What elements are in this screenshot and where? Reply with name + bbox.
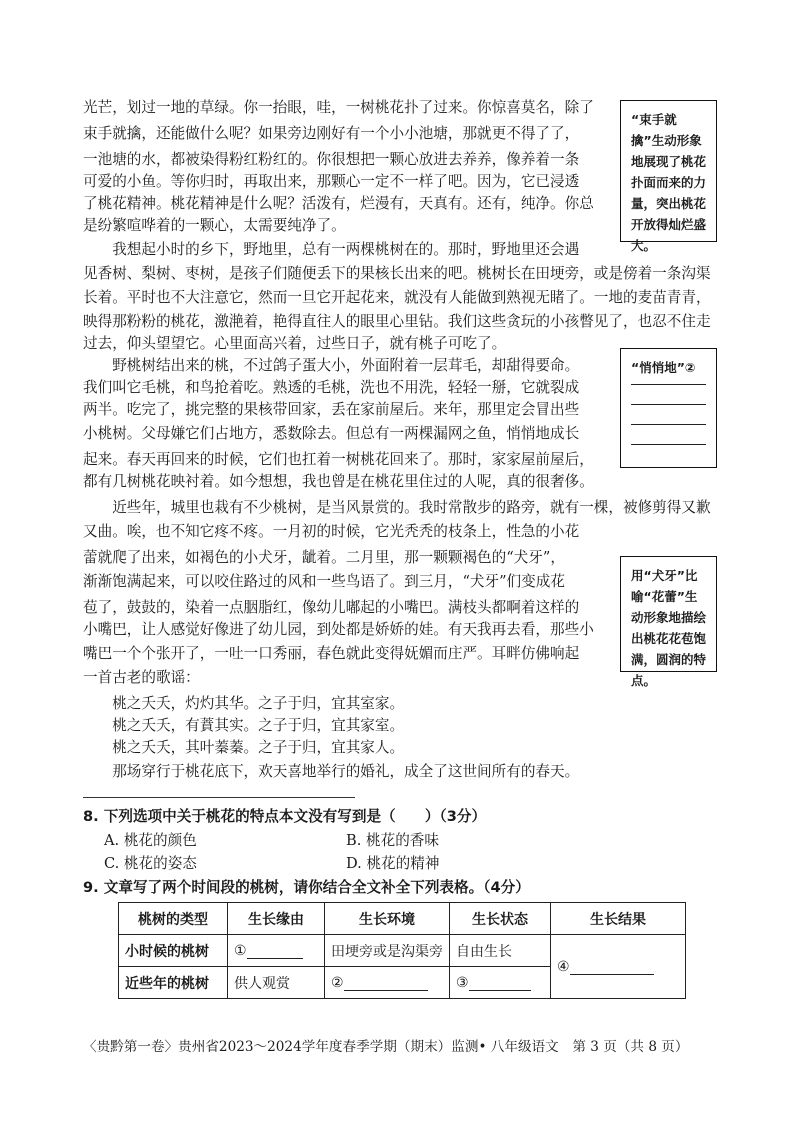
cell-env[interactable] [325,967,450,999]
passage-line: 桃之夭夭，其叶蓁蓁。之子于归，宜其家人。 [83,739,405,756]
annotation-box-1 [620,100,717,253]
blank-number: ③ [456,974,469,991]
answer-blank[interactable] [344,990,428,991]
annotation-box-3 [620,556,717,688]
table-header-row [119,903,686,935]
passage-line: 过去，仰头望望它。心里面高兴着，过些日子，就有桃子可吃了。 [83,335,507,352]
answer-blank[interactable] [469,990,531,991]
table-header: 生长环境 [325,903,450,935]
passage-line: 了桃花精神。桃花精神是什么呢？活泼有，烂漫有，天真有。还有，纯净。你总 [83,195,594,212]
passage-line: 桃之夭夭，灼灼其华。之子于归，宜其室家。 [83,695,405,712]
passage-line: 我想起小时的乡下，野地里，总有一两棵桃树在的。那时，野地里还会遇 [83,241,580,258]
answer-line[interactable] [631,384,706,385]
passage-line: 我们叫它毛桃，和鸟抢着吃。熟透的毛桃，洗也不用洗，轻轻一掰，它就裂成 [83,379,580,396]
cell-reason[interactable] [228,935,325,967]
answer-line[interactable] [631,424,706,425]
answer-blank[interactable] [570,974,654,975]
passage-line: 长着。平时也不大注意它，然而一旦它开起花来，就没有人能做到熟视无睹了。一地的麦苗青青， [83,289,711,306]
cell-env: 田埂旁或是沟渠旁 [325,935,450,967]
passage-line: 又曲。唉，也不知它疼不疼。一月初的时候，它光秃秃的枝条上，性急的小花 [83,523,580,540]
annotation-text-3: 用“犬牙”比喻“花蕾”生动形象地描绘出桃花花苞饱满，圆润的特点。 [631,568,707,688]
page-footer: 〈贵黔第一卷〉贵州省2023～2024学年度春季学期（期末）监测• 八年级语文 第 3 页（共 8 页） [83,1039,689,1055]
blank-number: ④ [557,958,570,975]
passage-line: 束手就擒，还能做什么呢？如果旁边刚好有一个小小池塘，那就更不得了了， [83,125,580,142]
passage-line: 小嘴巴，让人感觉好像进了幼儿园，到处都是娇娇的娃。有天我再去看，那些小 [83,621,594,638]
passage-line: 近些年，城里也栽有不少桃树，是当风景赏的。我时常散步的路旁，就有一棵，被修剪得又歉 [83,499,711,516]
separator-line [83,797,355,798]
passage-line: 蕾就爬了出来，如褐色的小犬牙，龇着。二月里，那一颗颗褐色的“犬牙”， [83,549,565,566]
passage-line: 嘴巴一个个张开了，一吐一口秀丽，春色就此变得妩媚而庄严。耳畔仿佛响起 [83,645,580,662]
annotation-box-2 [620,348,717,468]
passage-line: 映得那粉粉的桃花，激滟着，艳得直往人的眼里心里钻。我们这些贪玩的小孩瞥见了，也忍不住走 [83,313,711,330]
q8-option-b[interactable]: B. 桃花的香味 [346,832,439,849]
blank-number: ① [234,942,247,959]
question-8-title: 8. 下列选项中关于桃花的特点本文没有写到是（ ）（3分） [83,808,487,825]
question-9-title: 9. 文章写了两个时间段的桃树，请你结合全文补全下列表格。（4分） [83,879,530,896]
answer-table [118,902,686,999]
passage-line: 一池塘的水，都被染得粉红粉红的。你很想把一颗心放进去养养，像养着一条 [83,151,580,168]
passage-line: 见香树、梨树、枣树，是孩子们随便丢下的果核长出来的吧。桃树长在田埂旁，或是傍着一条沟渠 [83,265,711,282]
q8-option-d[interactable]: D. 桃花的精神 [346,855,440,872]
cell-state: 自由生长 [450,935,551,967]
passage-line: 桃之夭夭，有蕡其实。之子于归，宜其家室。 [83,717,405,734]
passage-line: 那场穿行于桃花底下，欢天喜地举行的婚礼，成全了这世间所有的春天。 [83,763,580,780]
table-row [119,935,686,967]
passage-line: 一首古老的歌谣： [83,669,200,686]
blank-number: ② [331,974,344,991]
q8-option-a[interactable]: A. 桃花的颜色 [104,832,197,849]
cell-result[interactable] [551,935,686,999]
passage-line: 渐渐饱满起来，可以咬住路过的风和一些鸟语了。到三月，“犬牙”们变成花 [83,573,565,590]
answer-line[interactable] [631,404,706,405]
table-header: 生长缘由 [228,903,325,935]
answer-blank[interactable] [247,958,303,959]
passage-line: 两半。吃完了，挑完整的果核带回家，丢在家前屋后。来年，那里定会冒出些 [83,401,580,418]
row-type: 小时候的桃树 [119,935,228,967]
passage-line: 小桃树。父母嫌它们占地方，悉数除去。但总有一两棵漏网之鱼，悄悄地成长 [83,425,580,442]
passage-line: 都有几树桃花映衬着。如今想想，我也曾是在桃花里住过的人呢，真的很奢侈。 [83,473,594,490]
cell-reason: 供人观赏 [228,967,325,999]
q8-option-c[interactable]: C. 桃花的姿态 [104,855,197,872]
cell-state[interactable] [450,967,551,999]
annotation-text-1: “束手就擒”生动形象地展现了桃花扑面而来的力量，突出桃花开放得灿烂盛大。 [631,112,707,253]
table-header: 桃树的类型 [119,903,228,935]
passage-line: 苞了，鼓鼓的，染着一点胭脂红，像幼儿嘟起的小嘴巴。满枝头都啊着这样的 [83,599,580,616]
table-header: 生长状态 [450,903,551,935]
passage-line: 野桃树结出来的桃，不过鸽子蛋大小，外面附着一层茸毛，却甜得要命。 [83,357,580,374]
passage-line: 是纷繁喧哗着的一颗心，太需要纯净了。 [83,217,346,234]
row-type: 近些年的桃树 [119,967,228,999]
annotation-title-2: “悄悄地”② [631,360,696,375]
passage-line: 起来。春天再回来的时候，它们也扛着一树桃花回来了。那时，家家屋前屋后， [83,451,594,468]
table-header: 生长结果 [551,903,686,935]
passage-line: 光芒，划过一地的草绿。你一抬眼，哇，一树桃花扑了过来。你惊喜莫名，除了 [83,99,594,116]
answer-line[interactable] [631,444,706,445]
passage-line: 可爱的小鱼。等你归时，再取出来，那颗心一定不一样了吧。因为，它已浸透 [83,173,580,190]
